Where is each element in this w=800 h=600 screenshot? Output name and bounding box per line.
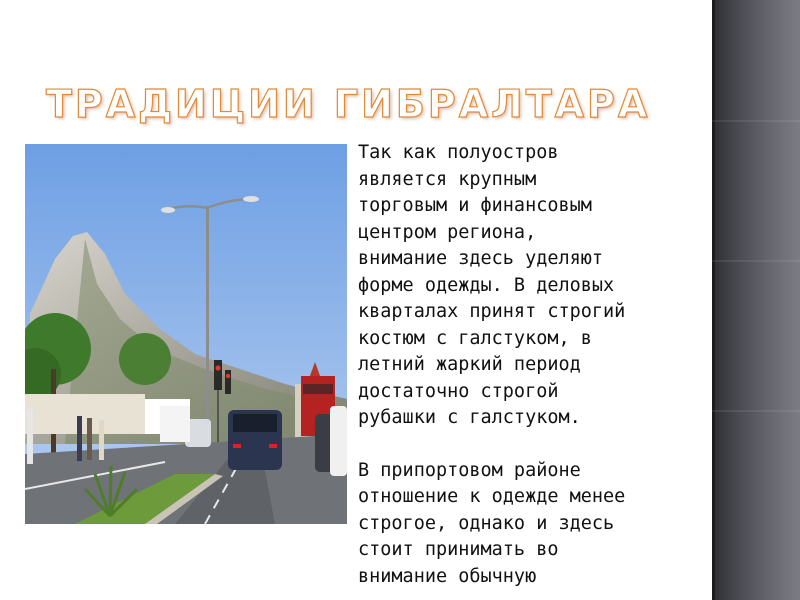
paragraph-port-dress: В припортовом районе отношение к одежде менее строгое, однако и здесь стоит принимать во внимание обычную bbox=[358, 459, 626, 587]
slide-title: ТРАДИЦИИ ГИБРАЛТАРА bbox=[46, 82, 651, 126]
paragraph-business-dress: Так как полуостров является крупным торговым и финансовым центром региона, внимание здесь уделяют форме одежды. В деловых кварталах принят строгий костюм с галстуком, в летний жаркий период достаточно строгой рубашки с галстуком. bbox=[358, 142, 626, 428]
body-text bbox=[358, 140, 703, 590]
gibraltar-street-photo bbox=[25, 144, 347, 524]
side-decorative-panel bbox=[712, 0, 800, 600]
